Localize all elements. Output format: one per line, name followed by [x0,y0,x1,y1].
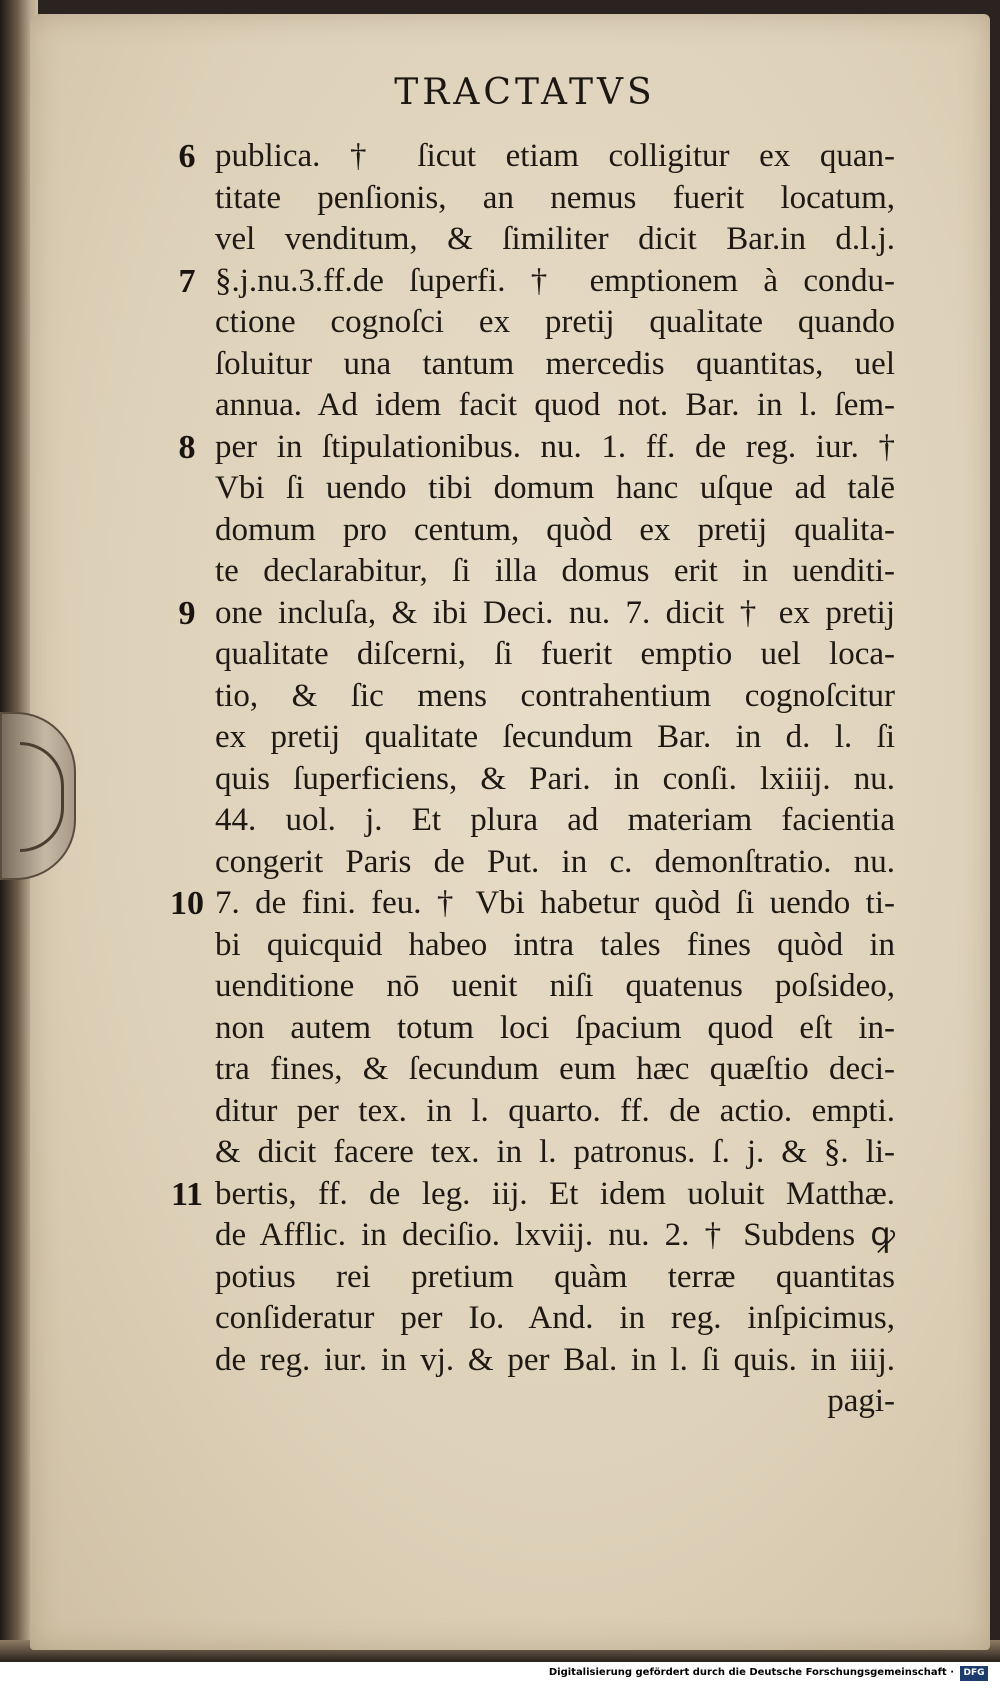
text-line: te declarabitur, ſi illa domus erit in uenditi- [215,553,895,589]
text-line: de Afflic. in deciſio. lxviij. nu. 2. † Subdens ꝙ [215,1217,895,1253]
text-line: §.j.nu.3.ff.de ſuperfi. † emptionem à condu- [215,262,895,299]
text-line: uenditione nō uenit niſi quatenus poſsideo, [215,968,895,1004]
text-line: non autem totum loci ſpacium quod eſt in- [215,1009,895,1046]
body-text [215,136,895,1423]
clasp-ring [20,742,64,852]
book-clasp [0,712,76,880]
text-line: & dicit facere tex. in l. patronus. ſ. j. & §. li- [215,1134,895,1170]
running-head: TRACTATVS [394,72,656,113]
text-line: pagi- [827,1383,895,1419]
text-line: vel venditum, & ſimiliter dicit Bar.in d.l.j. [215,221,895,257]
dfg-logo: DFG [960,1666,988,1681]
footer-credit: Digitalisierung gefördert durch die Deutsche Forschungsgemeinschaft · [548,1667,954,1678]
text-line: potius rei pretium quàm terræ quantitas [215,1258,895,1295]
text-line: congerit Paris de Put. in c. demonſtratio. nu. [215,843,895,880]
text-line: qualitate diſcerni, ſi fuerit emptio uel loca- [215,636,895,672]
margin-number: 11 [170,1175,204,1213]
text-line: per in ſtipulationibus. nu. 1. ff. de reg. iur. † [215,428,895,465]
text-line: one incluſa, & ibi Deci. nu. 7. dicit † ex pretij [215,594,895,631]
text-line: domum pro centum, quòd ex pretij qualita- [215,511,895,548]
text-line: tio, & ſic mens contrahentium cognoſcitur [215,677,895,714]
margin-number: 10 [170,885,204,922]
text-line: 7. de fini. feu. † Vbi habetur quòd ſi uendo ti- [215,885,895,921]
margin-number: 9 [178,594,196,632]
margin-number: 6 [178,138,196,175]
text-line: 44. uol. j. Et plura ad materiam facientia [215,802,895,838]
text-line: ſoluitur una tantum mercedis quantitas, uel [215,345,895,382]
text-line: bertis, ff. de leg. iij. Et idem uoluit Matthæ. [215,1175,895,1212]
text-line: quis ſuperficiens, & Pari. in conſi. lxiiij. nu. [215,760,895,797]
margin-number: 7 [178,262,196,300]
text-line: ex pretij qualitate ſecundum Bar. in d. l. ſi [215,719,895,755]
text-line: tra fines, & ſecundum eum hæc quæſtio deci- [215,1051,895,1087]
margin-number: 8 [178,428,196,466]
text-line: ctione cognoſci ex pretij qualitate quando [215,304,895,340]
text-line: de reg. iur. in vj. & per Bal. in l. ſi quis. in iiij. [215,1341,895,1378]
text-line: titate penſionis, an nemus fuerit locatum, [215,179,895,216]
text-line: annua. Ad idem facit quod not. Bar. in l. ſem- [215,387,895,423]
text-line: bi quicquid habeo intra tales fines quòd in [215,926,895,963]
text-line: conſideratur per Io. And. in reg. inſpicimus, [215,1300,895,1336]
text-line: publica. † ſicut etiam colligitur ex quan- [215,138,895,174]
footer-bar [0,1662,1000,1688]
text-line: ditur per tex. in l. quarto. ff. de actio. empti. [215,1092,895,1129]
text-line: Vbi ſi uendo tibi domum hanc uſque ad talē [215,470,895,506]
